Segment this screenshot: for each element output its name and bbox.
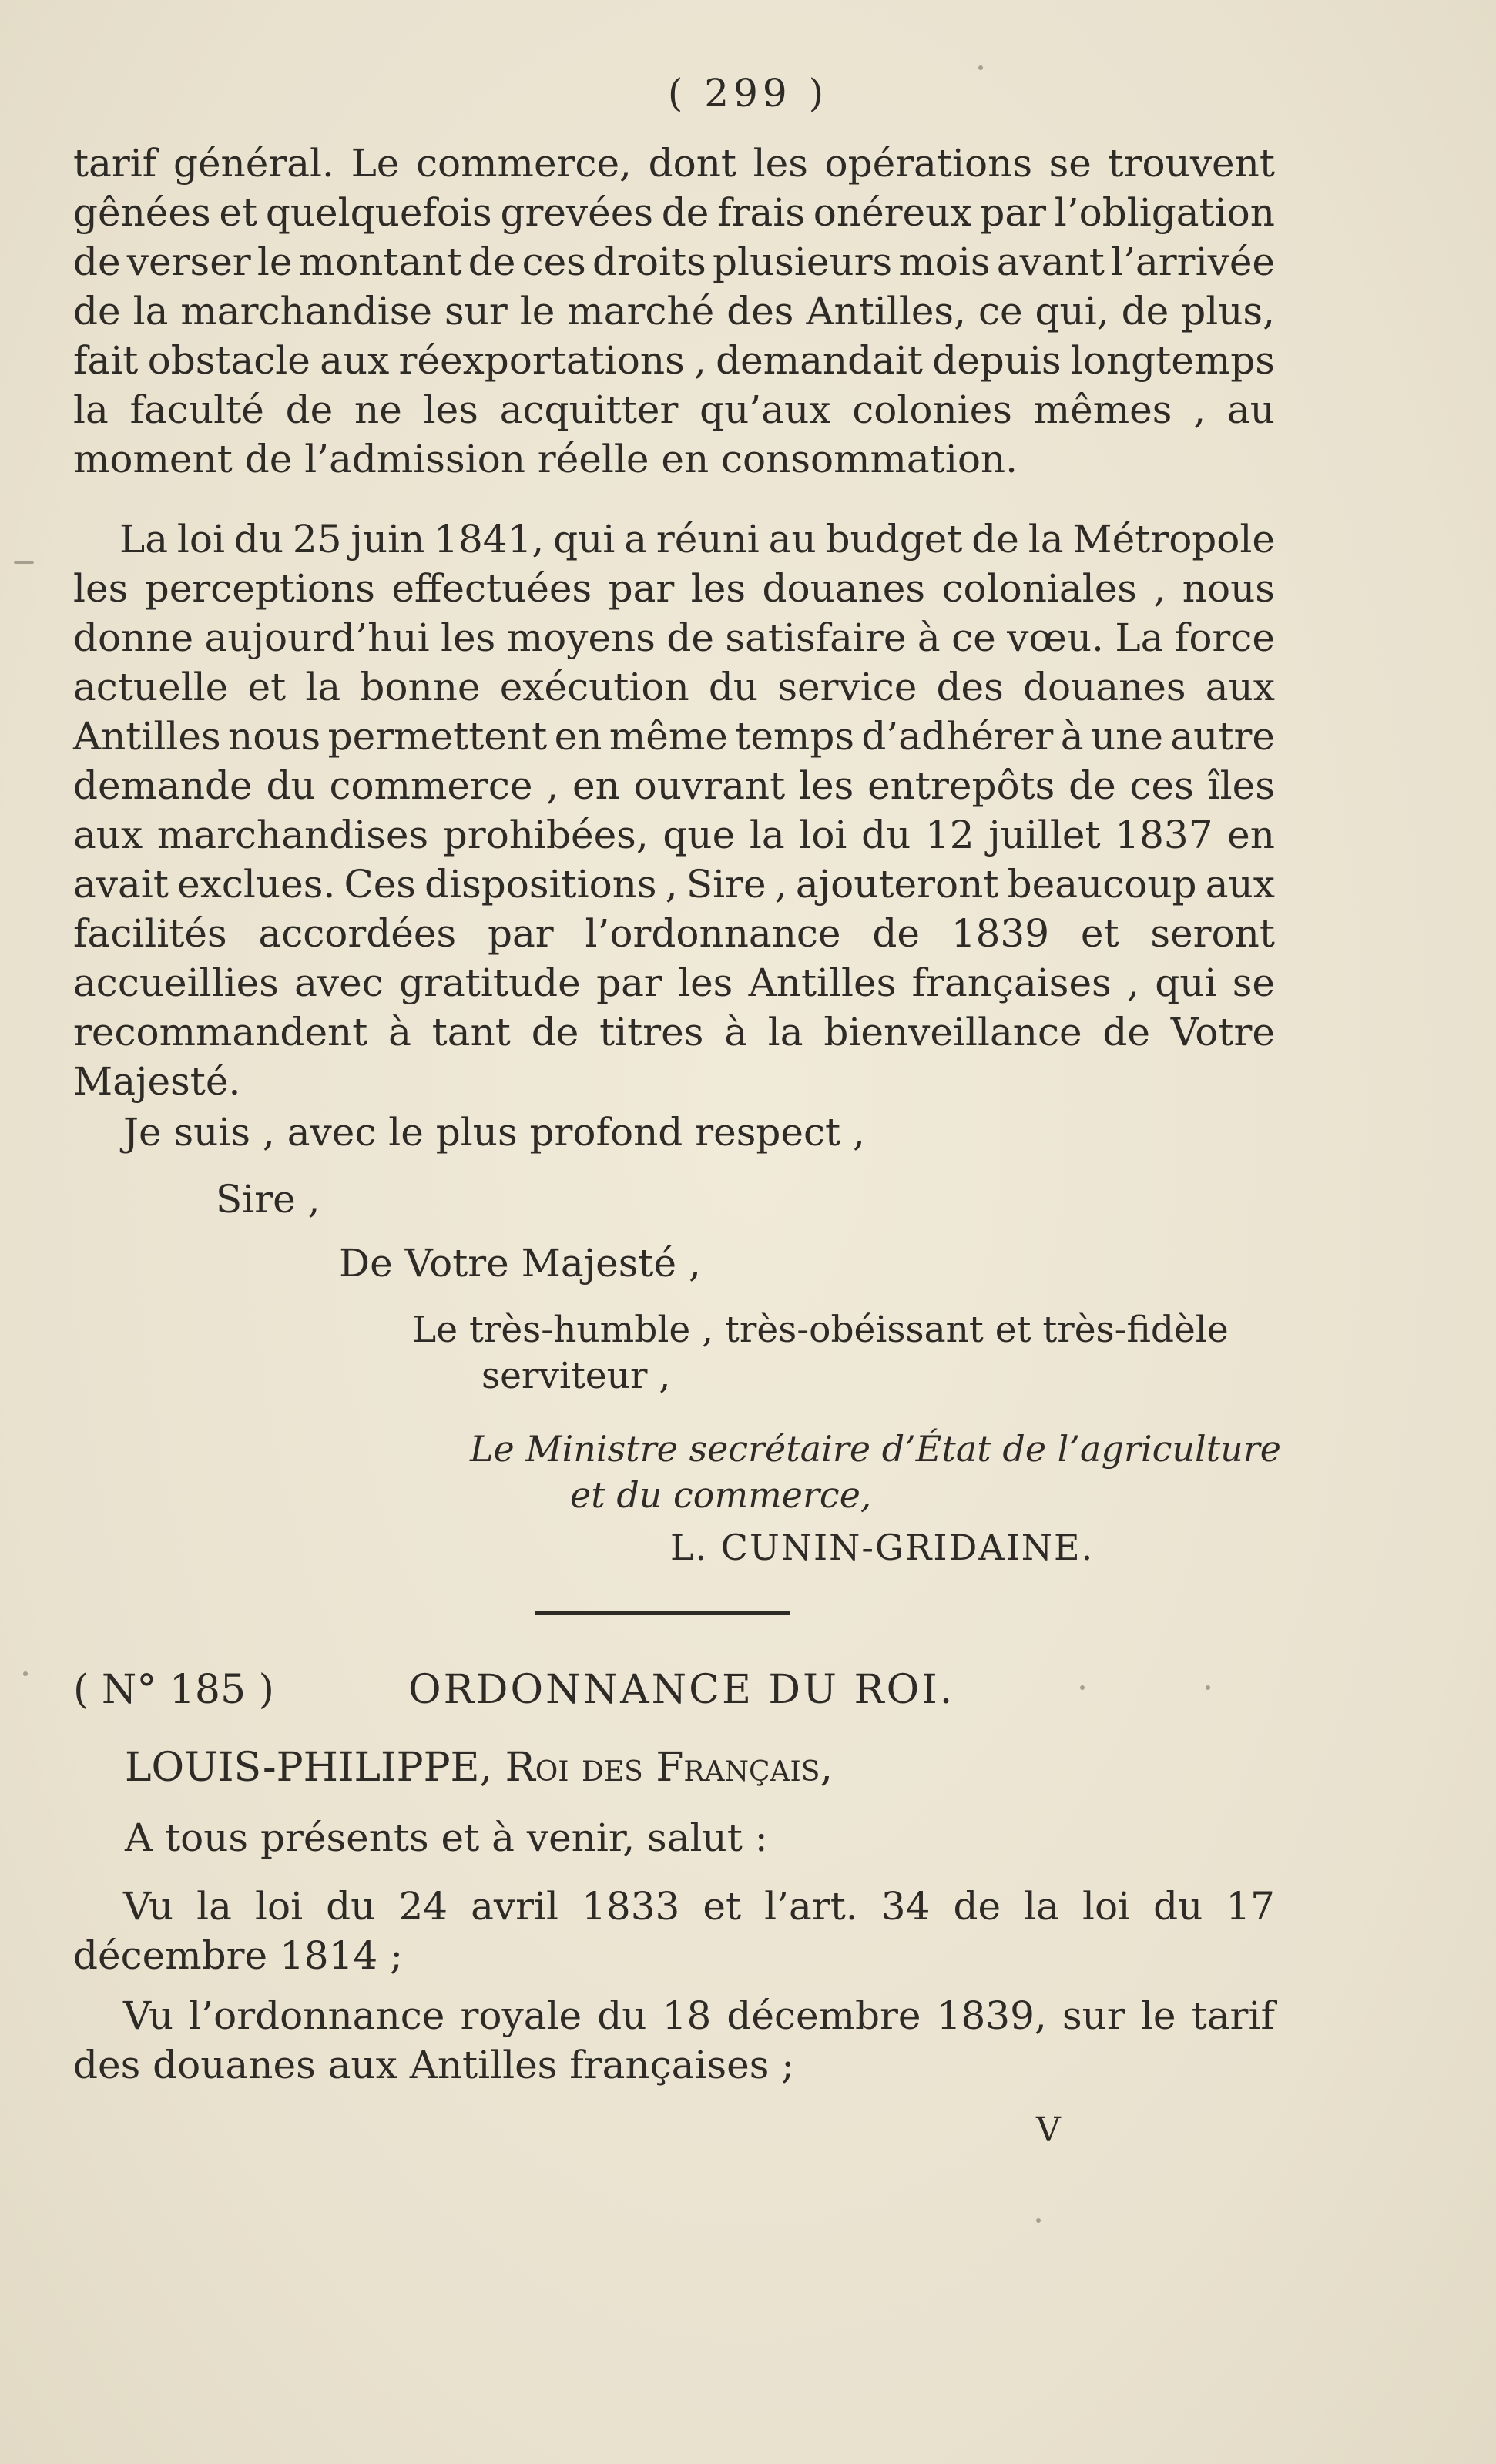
- text-line: Antilles nous permettent en même temps d’adhérer à une autre: [73, 714, 1275, 759]
- text-line: de la marchandise sur le marché des Antilles, ce qui, de plus,: [73, 289, 1275, 334]
- text-line-last: des douanes aux Antilles françaises ;: [73, 2043, 795, 2087]
- paper-speck: [1036, 2218, 1041, 2223]
- closing-majeste: De Votre Majesté ,: [339, 1241, 701, 1286]
- king-name: LOUIS-PHILIPPE,: [125, 1745, 493, 1791]
- text-line: recommandent à tant de titres à la bienveillance de Votre: [73, 1010, 1275, 1054]
- text-line: Vu la loi du 24 avril 1833 et l’art. 34 de la loi du 17: [123, 1884, 1275, 1929]
- paper-speck: [1206, 1685, 1210, 1690]
- signature-commerce: et du commerce,: [570, 1474, 872, 1516]
- text-line-last: moment de l’admission réelle en consommation.: [73, 437, 1018, 481]
- closing-sire: Sire ,: [216, 1177, 320, 1222]
- signature-ministre: Le Ministre secrétaire d’État de l’agriculture: [470, 1428, 1282, 1470]
- ordonnance-number: ( N° 185 ): [73, 1667, 274, 1713]
- text-line: la faculté de ne les acquitter qu’aux colonies mêmes , au: [73, 387, 1275, 432]
- signature-mark: V: [1036, 2110, 1061, 2150]
- text-line: de verser le montant de ces droits plusieurs mois avant l’arrivée: [73, 240, 1275, 284]
- text-line: avait exclues. Ces dispositions , Sire , ajouteront beaucoup aux: [73, 862, 1275, 907]
- text-line: aux marchandises prohibées, que la loi du 12 juillet 1837 en: [73, 813, 1275, 857]
- text-line: fait obstacle aux réexportations , demandait depuis longtemps: [73, 338, 1275, 383]
- paragraph-loi-1841: [73, 515, 1275, 1106]
- closing-respect: Je suis , avec le plus profond respect ,: [123, 1110, 865, 1155]
- text-line: tarif général. Le commerce, dont les opérations se trouvent: [73, 141, 1275, 186]
- page-number: ( 299 ): [667, 71, 829, 116]
- text-line: demande du commerce , en ouvrant les entrepôts de ces îles: [73, 763, 1275, 808]
- paper-speck: [978, 65, 983, 70]
- vu-loi-1833: [73, 1882, 1275, 1980]
- king-title: Roi des Français,: [505, 1745, 833, 1791]
- text-line: donne aujourd’hui les moyens de satisfaire à ce vœu. La force: [73, 615, 1275, 660]
- closing-serviteur: serviteur ,: [481, 1355, 671, 1397]
- paper-speck: [1080, 1685, 1085, 1690]
- text-line: les perceptions effectuées par les douanes coloniales , nous: [73, 566, 1275, 611]
- paper-speck: [23, 1671, 28, 1676]
- text-line: actuelle et la bonne exécution du service des douanes aux: [73, 665, 1275, 709]
- vu-ordonnance-1839: [73, 1991, 1275, 2090]
- closing-humble: Le très-humble , très-obéissant et très-fidèle: [412, 1309, 1229, 1351]
- text-line: La loi du 25 juin 1841, qui a réuni au budget de la Métropole: [119, 517, 1275, 562]
- text-line: gênées et quelquefois grevées de frais onéreux par l’obligation: [73, 190, 1275, 235]
- paragraph-tarif: [73, 139, 1275, 484]
- king-line: [125, 1745, 833, 1791]
- paper-speck: [14, 561, 34, 564]
- signature-name: L. CUNIN-GRIDAINE.: [670, 1527, 1095, 1568]
- ordonnance-title: ORDONNANCE DU ROI.: [408, 1667, 955, 1713]
- text-line-last: Majesté.: [73, 1059, 241, 1104]
- text-line: accueillies avec gratitude par les Antilles françaises , qui se: [73, 960, 1275, 1005]
- text-line-last: décembre 1814 ;: [73, 1933, 403, 1978]
- salutation: A tous présents et à venir, salut :: [125, 1815, 768, 1860]
- text-line: Vu l’ordonnance royale du 18 décembre 1839, sur le tarif: [123, 1993, 1275, 2038]
- text-line: facilités accordées par l’ordonnance de 1839 et seront: [73, 911, 1275, 956]
- section-divider: [535, 1611, 790, 1615]
